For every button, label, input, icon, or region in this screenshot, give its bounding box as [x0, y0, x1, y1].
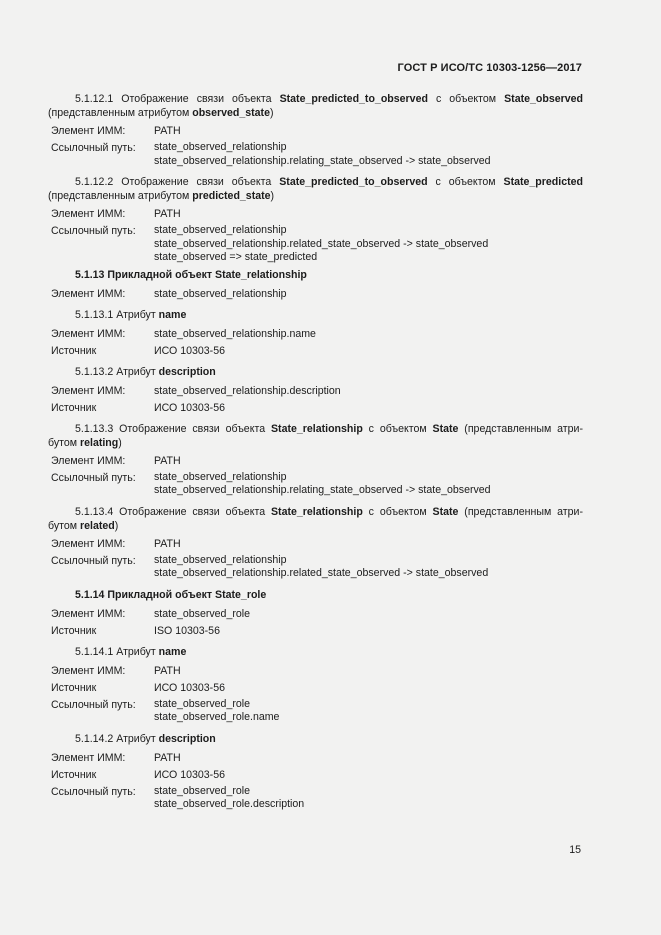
path-value: state_observed_relationship: [154, 470, 287, 483]
path-value: state_observed_relationship: [154, 141, 287, 153]
clause-text: с объектом: [427, 176, 504, 188]
source-value: ИСО 10303-56: [154, 681, 225, 694]
imm-row: [48, 751, 583, 765]
clause-text: (представленным атрибутом: [48, 107, 193, 119]
imm-row: [48, 327, 583, 341]
path-label: Ссылочный путь:: [51, 698, 136, 711]
path-value: state_observed_relationship.relating_state_observed -> state_observed: [154, 484, 491, 496]
clause-bold: related: [79, 519, 115, 532]
imm-row: [48, 287, 583, 301]
clause-text: ): [118, 436, 122, 449]
clause-bold: description: [158, 732, 216, 745]
path-label: Ссылочный путь:: [51, 471, 136, 484]
source-label: Источник: [51, 401, 97, 414]
imm-label: Элемент ИММ:: [51, 664, 126, 677]
clause-bold: name: [158, 645, 187, 658]
clause-text: 5.1.13.2 Атрибут: [75, 365, 159, 378]
path-value: state_observed_role: [154, 697, 250, 710]
imm-value: state_observed_relationship.name: [154, 327, 316, 340]
source-label: Источник: [51, 681, 97, 694]
path-row: [48, 785, 583, 812]
clause-text: 5.1.13.4 Отображение связи объекта: [75, 505, 271, 518]
clause-bold: State_observed: [504, 93, 583, 105]
path-value: state_observed_relationship.relating_state_observed -> state_observed: [154, 154, 491, 167]
clause-5-1-14-2: [48, 732, 583, 746]
clause-text: 5.1.13.3 Отображение связи объекта: [75, 422, 271, 435]
path-value: state_observed_relationship: [154, 553, 287, 566]
clause-text: 5.1.12.2 Отображение связи объекта: [75, 176, 280, 188]
imm-value: PATH: [154, 125, 181, 137]
path-label: Ссылочный путь:: [51, 785, 136, 798]
path-value: state_observed_relationship.related_state_observed -> state_observed: [154, 567, 489, 579]
page-number: 15: [569, 844, 581, 856]
path-value: state_observed_role: [154, 784, 250, 797]
document-body: [48, 92, 583, 815]
clause-bold: State: [432, 505, 459, 518]
imm-row: [48, 454, 583, 468]
imm-label: Элемент ИММ:: [51, 125, 126, 137]
path-value: state_observed_role.description: [154, 798, 305, 810]
clause-text: (представленным атри-бутом: [48, 505, 583, 532]
path-value: state_observed_role.name: [154, 711, 280, 723]
path-label: Ссылочный путь:: [51, 554, 136, 567]
path-row: [48, 141, 583, 168]
source-row: [48, 624, 583, 638]
source-label: Источник: [51, 344, 97, 357]
path-value: state_observed_relationship.related_state_observed -> state_observed: [154, 237, 489, 250]
path-row: [48, 224, 583, 265]
imm-row: [48, 207, 583, 221]
path-label: Ссылочный путь:: [51, 142, 136, 154]
path-value: state_observed => state_predicted: [154, 251, 318, 263]
path-label: Ссылочный путь:: [51, 225, 136, 237]
imm-value: state_observed_relationship.description: [154, 384, 341, 397]
clause-bold: observed_state: [192, 107, 270, 119]
clause-bold: State: [432, 422, 459, 435]
clause-bold: description: [158, 365, 216, 378]
clause-bold: State_predicted: [503, 176, 583, 188]
imm-value: PATH: [154, 751, 181, 764]
clause-text: с объектом: [427, 93, 505, 105]
clause-text: ): [114, 519, 119, 532]
imm-label: Элемент ИММ:: [51, 537, 126, 550]
clause-text: 5.1.12.1 Отображение связи объекта: [75, 93, 280, 105]
document-header: ГОСТ Р ИСО/ТС 10303-1256—2017: [397, 62, 582, 74]
imm-label: Элемент ИММ:: [51, 208, 126, 220]
imm-row: [48, 124, 583, 138]
source-row: [48, 401, 583, 415]
clause-text: с объектом: [362, 422, 433, 435]
clause-bold: State_predicted_to_observed: [279, 93, 428, 105]
imm-label: Элемент ИММ:: [51, 751, 126, 764]
clause-text: 5.1.14.1 Атрибут: [75, 645, 159, 658]
clause-text: 5.1.13.1 Атрибут: [75, 308, 159, 321]
imm-value: state_observed_role: [154, 607, 250, 620]
imm-value: PATH: [154, 664, 181, 677]
clause-text: ): [270, 190, 275, 202]
imm-row: [48, 664, 583, 678]
path-value: state_observed_relationship: [154, 224, 287, 236]
source-label: Источник: [51, 768, 97, 781]
clause-bold: relating: [79, 436, 119, 449]
clause-5-1-12-2: [48, 175, 583, 203]
source-row: [48, 768, 583, 782]
imm-value: state_observed_relationship: [154, 287, 287, 300]
path-row: [48, 471, 583, 498]
source-label: Источник: [51, 624, 97, 637]
clause-bold: name: [158, 308, 187, 321]
clause-text: (представленным атри-бутом: [48, 422, 583, 449]
section-5-1-14: 5.1.14 Прикладной объект State_role: [75, 588, 267, 601]
imm-label: Элемент ИММ:: [51, 607, 126, 620]
clause-5-1-13-2: [48, 365, 583, 379]
imm-row: [48, 537, 583, 551]
section-5-1-13: 5.1.13 Прикладной объект State_relationship: [75, 268, 307, 281]
clause-text: ): [269, 107, 274, 119]
source-row: [48, 681, 583, 695]
imm-row: [48, 384, 583, 398]
source-value: ИСО 10303-56: [154, 768, 225, 781]
clause-5-1-14-1: [48, 645, 583, 659]
path-row: [48, 554, 583, 581]
clause-5-1-12-1: [48, 92, 583, 120]
clause-bold: State_predicted_to_observed: [279, 176, 428, 188]
imm-value: PATH: [154, 537, 181, 550]
clause-text: 5.1.14.2 Атрибут: [75, 732, 159, 745]
clause-5-1-13-4: [48, 505, 583, 533]
source-value: ИСО 10303-56: [154, 401, 225, 414]
source-value: ISO 10303-56: [154, 624, 220, 637]
source-row: [48, 344, 583, 358]
clause-text: с объектом: [362, 505, 433, 518]
clause-text: (представленным атрибутом: [48, 190, 193, 202]
clause-bold: State_relationship: [270, 505, 363, 518]
imm-label: Элемент ИММ:: [51, 454, 126, 467]
imm-label: Элемент ИММ:: [51, 327, 126, 340]
path-row: [48, 698, 583, 725]
clause-bold: predicted_state: [192, 190, 271, 202]
imm-value: PATH: [154, 454, 181, 467]
imm-label: Элемент ИММ:: [51, 384, 126, 397]
source-value: ИСО 10303-56: [154, 344, 225, 357]
clause-5-1-13-3: [48, 422, 583, 450]
imm-label: Элемент ИММ:: [51, 287, 126, 300]
imm-row: [48, 607, 583, 621]
imm-value: PATH: [154, 208, 181, 220]
clause-5-1-13-1: [48, 308, 583, 322]
clause-bold: State_relationship: [270, 422, 363, 435]
